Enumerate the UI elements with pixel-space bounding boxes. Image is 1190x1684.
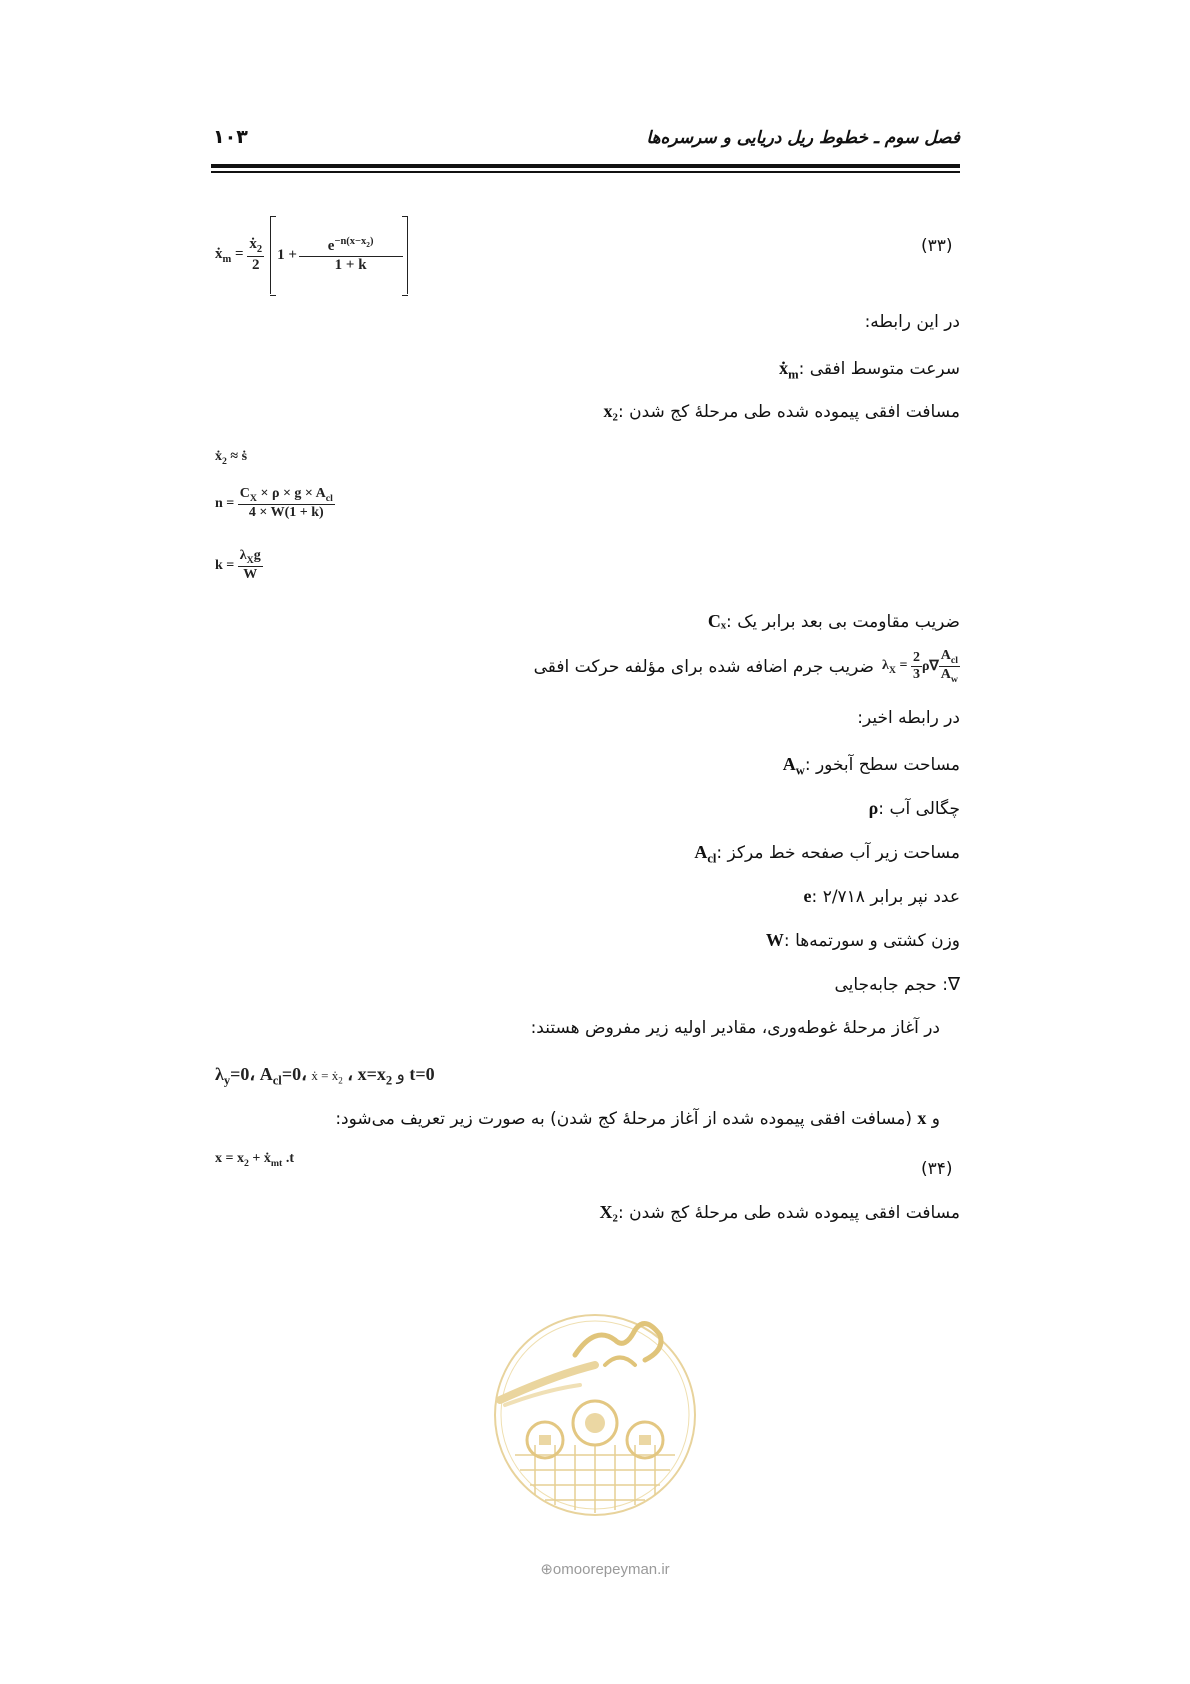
- nabla-definition: ∇: حجم جابه‌جایی: [834, 974, 960, 995]
- watermark-logo: [485, 1305, 705, 1545]
- w-definition: W: وزن کشتی و سورتمه‌ها: [765, 930, 960, 951]
- in-this-relation: در این رابطه:: [864, 312, 960, 332]
- initial-conditions: $\lambda_y=0،$ $A_{cl}=0،$ ẋ = ẋ$_2$ ، $x=x_2$ و t=0: [215, 1064, 435, 1088]
- in-last-relation: در رابطه اخیر:: [857, 708, 960, 728]
- e-definition: e: عدد نپر برابر ۲/۷۱۸: [803, 886, 960, 907]
- chapter-title: فصل سوم ـ خطوط ریل دریایی و سرسره‌ها: [646, 128, 960, 148]
- equation-34-number: (۳۴): [921, 1159, 953, 1179]
- X2-definition: X₂: مسافت افقی پیموده شده طی مرحلهٔ کج شدن: [599, 1202, 960, 1223]
- formula-n: n = $\frac{C_X \times \rho \times g \times A_{cl}}{4 \times W(1 + k)}$: [215, 486, 333, 521]
- acl-label: $A_{cl}$: [694, 842, 717, 866]
- rho-label: ρ: [868, 798, 879, 818]
- logo-emblem-icon: [485, 1305, 705, 1545]
- page-number: ۱۰۳: [213, 126, 248, 148]
- x2-definition: x₂: مسافت افقی پیموده شده طی مرحلهٔ کج شدن: [603, 401, 960, 422]
- e-label: e: [803, 886, 812, 906]
- header-rule-thick: [211, 164, 960, 168]
- lambda-definition: [505, 648, 960, 685]
- acl-definition: $A_{cl}$: مساحت زیر آب صفحه خط مرکز: [694, 842, 960, 866]
- lambda-formula: $\lambda_X$ = $\frac{2}{3}$ ρ∇ $\frac{A_{cl}}{A_w}$: [881, 648, 958, 685]
- header-rule-thin: [211, 171, 960, 173]
- equation-33: ẋ$_m$ = $\frac{ẋ_2}{2}$ 1 + $\frac{e^{-n(x-x_2)}}{1 + k}$: [215, 216, 408, 294]
- initial-values-text: در آغاز مرحلهٔ غوطه‌وری، مقادیر اولیه زیر مفروض هستند:: [530, 1018, 940, 1038]
- formula-x2-approx: ẋ$_2$ ≈ ṡ: [215, 449, 248, 467]
- rho-definition: ρ: چگالی آب: [868, 798, 960, 819]
- x-definition: و x (مسافت افقی پیموده شده از آغاز مرحلهٔ کج شدن) به صورت زیر تعریف می‌شود:: [335, 1108, 940, 1129]
- aw-label: $A_w$: [782, 754, 805, 778]
- globe-icon: ⊕: [540, 1561, 553, 1578]
- equation-34: $x = x_2$ + ẋ$_{mt}$ .t: [215, 1151, 294, 1169]
- x2-label: x₂: [603, 401, 618, 421]
- xm-definition: ẋ$_m$: سرعت متوسط افقی: [779, 358, 960, 382]
- cx-definition: Cₓ: ضریب مقاومت بی بعد برابر یک: [707, 611, 960, 632]
- equation-33-number: (۳۳): [921, 236, 953, 256]
- x-label: x: [917, 1108, 927, 1128]
- xm-label: ẋ$_m$: [779, 358, 799, 382]
- watermark-url: ⊕omoorepeyman.ir: [540, 1561, 670, 1578]
- w-label: W: [765, 930, 784, 950]
- lambda-text: ضریب جرم اضافه شده برای مؤلفه حرکت افقی: [533, 656, 874, 677]
- aw-definition: $A_w$: مساحت سطح آبخور: [782, 754, 960, 778]
- X2-label: X₂: [599, 1202, 618, 1222]
- cx-label: Cₓ: [707, 611, 727, 631]
- formula-k: k = $\frac{\lambda_Xg}{W}$: [215, 548, 261, 583]
- nabla-label: ∇: [947, 974, 960, 994]
